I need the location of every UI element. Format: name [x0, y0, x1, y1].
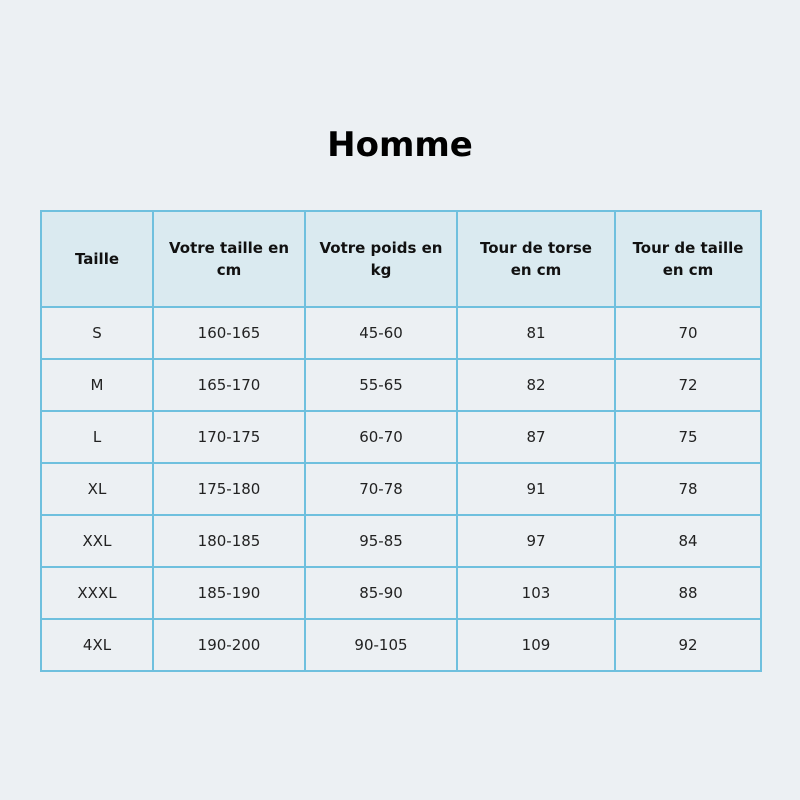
cell-size: XXL [41, 515, 153, 567]
header-tour-de-torse: Tour de torse en cm [457, 211, 615, 307]
cell-size: L [41, 411, 153, 463]
header-tour-de-taille: Tour de taille en cm [615, 211, 761, 307]
cell-size: XL [41, 463, 153, 515]
cell-waist: 70 [615, 307, 761, 359]
table-row [41, 515, 761, 567]
cell-chest: 81 [457, 307, 615, 359]
cell-height: 180-185 [153, 515, 305, 567]
cell-weight: 60-70 [305, 411, 457, 463]
header-votre-taille: Votre taille en cm [153, 211, 305, 307]
cell-size: XXXL [41, 567, 153, 619]
cell-waist: 84 [615, 515, 761, 567]
cell-height: 190-200 [153, 619, 305, 671]
cell-weight: 70-78 [305, 463, 457, 515]
cell-waist: 72 [615, 359, 761, 411]
cell-height: 175-180 [153, 463, 305, 515]
table-row [41, 307, 761, 359]
cell-chest: 97 [457, 515, 615, 567]
cell-height: 185-190 [153, 567, 305, 619]
table-header-row [41, 211, 761, 307]
size-chart-table [40, 210, 762, 672]
table-row [41, 359, 761, 411]
cell-size: S [41, 307, 153, 359]
table-row [41, 619, 761, 671]
cell-chest: 82 [457, 359, 615, 411]
cell-waist: 88 [615, 567, 761, 619]
cell-waist: 92 [615, 619, 761, 671]
table-row [41, 463, 761, 515]
cell-height: 170-175 [153, 411, 305, 463]
cell-chest: 103 [457, 567, 615, 619]
cell-waist: 75 [615, 411, 761, 463]
cell-size: 4XL [41, 619, 153, 671]
cell-chest: 87 [457, 411, 615, 463]
cell-weight: 55-65 [305, 359, 457, 411]
page-title: Homme [327, 125, 473, 165]
cell-height: 160-165 [153, 307, 305, 359]
table-row [41, 411, 761, 463]
header-taille: Taille [41, 211, 153, 307]
cell-weight: 95-85 [305, 515, 457, 567]
table-row [41, 567, 761, 619]
cell-chest: 109 [457, 619, 615, 671]
cell-weight: 85-90 [305, 567, 457, 619]
cell-size: M [41, 359, 153, 411]
cell-weight: 45-60 [305, 307, 457, 359]
cell-chest: 91 [457, 463, 615, 515]
cell-weight: 90-105 [305, 619, 457, 671]
cell-waist: 78 [615, 463, 761, 515]
header-votre-poids: Votre poids en kg [305, 211, 457, 307]
cell-height: 165-170 [153, 359, 305, 411]
